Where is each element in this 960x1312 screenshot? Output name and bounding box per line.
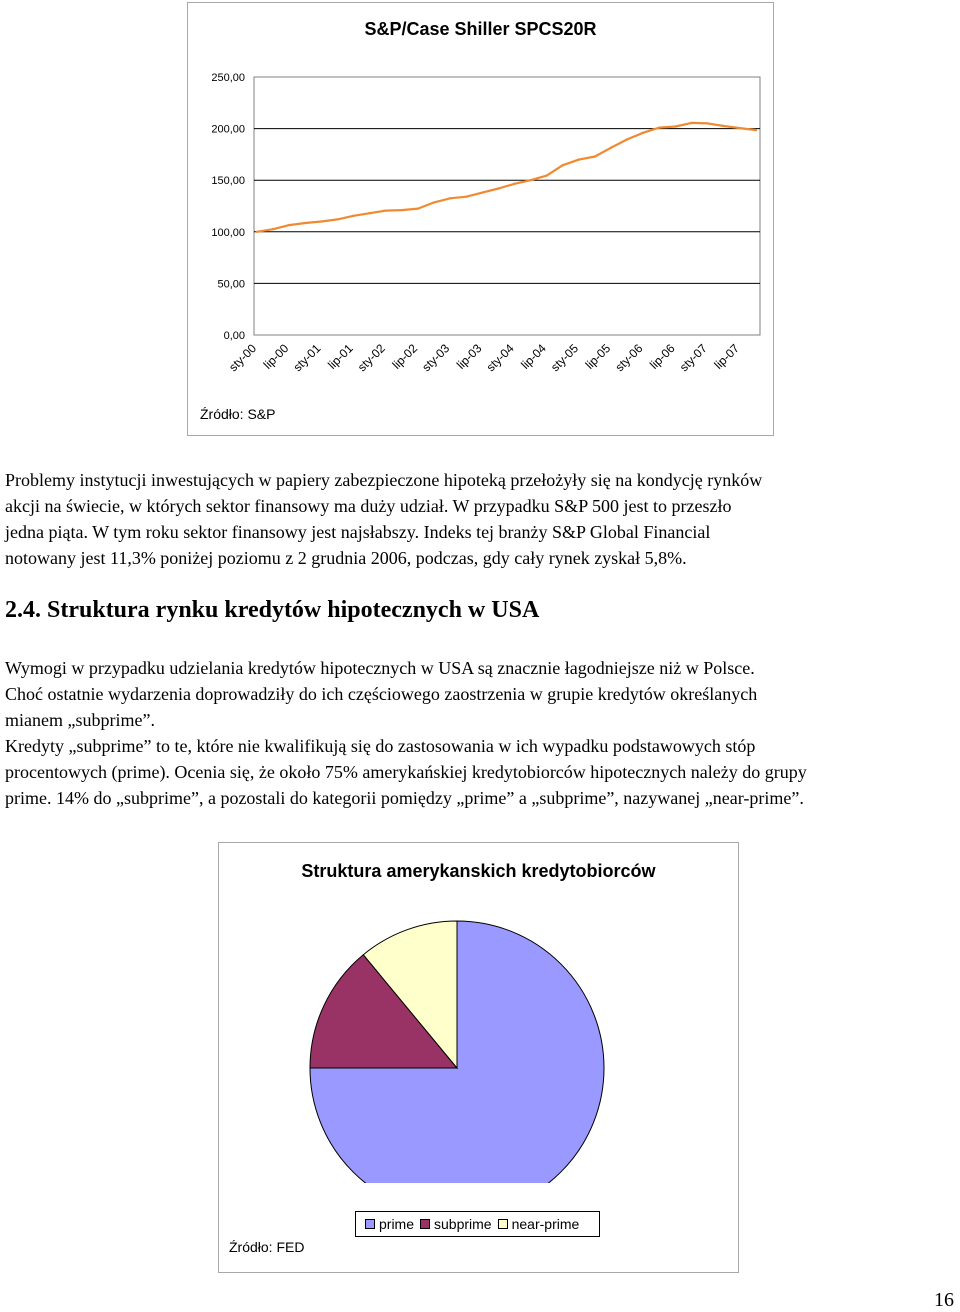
data-point <box>739 127 741 129</box>
x-tick-label: lip-03 <box>453 341 485 372</box>
x-tick-label: lip-01 <box>325 341 356 372</box>
data-point <box>401 209 403 211</box>
y-tick-label: 150,00 <box>211 175 245 188</box>
data-point <box>385 209 387 211</box>
data-point <box>336 218 338 220</box>
data-point <box>513 183 515 185</box>
data-point <box>449 197 451 199</box>
paragraph-line: Kredyty „subprime” to te, które nie kwalifikują się do zastosowania w ich wypadku podstawowych stóp <box>5 736 756 756</box>
paragraph-line: procentowych (prime). Ocenia się, że około 75% amerykańskiej kredytobiorców hipotecznych należy do grupy <box>5 762 807 782</box>
page-number: 16 <box>934 1289 954 1311</box>
x-tick-label: sty-04 <box>483 341 517 375</box>
data-point <box>658 126 660 128</box>
data-point <box>256 231 258 233</box>
data-point <box>417 207 419 209</box>
x-tick-label: lip-02 <box>389 341 421 372</box>
paragraph-requirements <box>5 655 957 733</box>
data-point <box>304 222 306 224</box>
x-tick-label: lip-00 <box>260 341 292 372</box>
legend-label: prime <box>379 1216 415 1232</box>
data-point <box>610 147 612 149</box>
data-point <box>369 212 371 214</box>
data-point <box>497 187 499 189</box>
x-tick-label: lip-04 <box>518 341 549 372</box>
legend-item <box>420 1216 492 1232</box>
x-tick-label: lip-07 <box>711 341 743 372</box>
borrower-structure-chart <box>218 842 739 1273</box>
x-tick-label: sty-03 <box>419 341 453 375</box>
paragraph-line: akcji na świecie, w których sektor finansowy ma duży udział. W przypadku S&P 500 jest to przeszło <box>5 496 732 516</box>
chart-source: Źródło: FED <box>229 1239 305 1255</box>
data-point <box>272 228 274 230</box>
paragraph-market-conditions <box>5 467 957 571</box>
x-tick-label: sty-07 <box>676 341 710 375</box>
paragraph-line: mianem „subprime”. <box>5 710 155 730</box>
legend-label: near-prime <box>511 1216 580 1232</box>
legend-swatch <box>498 1219 508 1229</box>
paragraph-line: Problemy instytucji inwestujących w papiery zabezpieczone hipoteką przełożyły się na kondycję rynków <box>5 470 763 490</box>
paragraph-line: Wymogi w przypadku udzielania kredytów hipotecznych w USA są znacznie łagodniejsze niż w Polsce. <box>5 658 755 678</box>
data-point <box>642 132 644 134</box>
paragraph-line: notowany jest 11,3% poniżej poziomu z 2 grudnia 2006, podczas, gdy cały rynek zyskał 5,8%. <box>5 548 687 568</box>
series-line <box>257 123 756 232</box>
y-tick-label: 100,00 <box>211 226 245 239</box>
legend-swatch <box>420 1219 430 1229</box>
paragraph-subprime-definition <box>5 733 957 811</box>
chart-title: Struktura amerykanskich kredytobiorców <box>301 861 656 881</box>
y-tick-label: 200,00 <box>211 123 245 136</box>
pie-chart-plot <box>219 843 738 1183</box>
line-chart-plot <box>188 3 773 403</box>
data-point <box>626 138 628 140</box>
legend-label: subprime <box>434 1216 492 1232</box>
y-tick-label: 0,00 <box>223 330 245 342</box>
data-point <box>465 196 467 198</box>
data-point <box>562 164 564 166</box>
x-tick-label: lip-06 <box>646 341 678 372</box>
x-tick-label: lip-05 <box>582 341 614 372</box>
house-price-chart <box>187 2 774 436</box>
legend-item <box>498 1216 580 1232</box>
data-point <box>578 158 580 160</box>
legend-swatch <box>365 1219 375 1229</box>
data-point <box>529 179 531 181</box>
chart-title: S&P/Case Shiller SPCS20R <box>364 19 597 39</box>
data-point <box>481 191 483 193</box>
x-tick-label: sty-06 <box>612 341 646 375</box>
chart-source: Źródło: S&P <box>200 406 276 422</box>
data-point <box>594 155 596 157</box>
data-point <box>707 122 709 124</box>
chart-legend <box>355 1211 600 1237</box>
data-point <box>690 122 692 124</box>
x-tick-label: sty-02 <box>354 341 388 375</box>
y-tick-label: 50,00 <box>217 278 245 291</box>
paragraph-line: jedna piąta. W tym roku sektor finansowy jest najsłabszy. Indeks tej branży S&P Global Financial <box>5 522 711 542</box>
section-heading: 2.4. Struktura rynku kredytów hipotecznych w USA <box>5 597 540 623</box>
data-point <box>546 174 548 176</box>
data-point <box>288 224 290 226</box>
data-point <box>723 125 725 127</box>
paragraph-line: prime. 14% do „subprime”, a pozostali do kategorii pomiędzy „prime” a „subprime”, nazywanej „near-prime”. <box>5 788 804 808</box>
y-tick-label: 250,00 <box>211 72 245 84</box>
plot-area <box>254 77 760 335</box>
x-tick-label: sty-00 <box>226 341 260 375</box>
data-point <box>433 201 435 203</box>
paragraph-line: Choć ostatnie wydarzenia doprowadziły do ich częściowego zaostrzenia w grupie kredytów określanych <box>5 684 758 704</box>
data-point <box>755 129 757 131</box>
data-point <box>674 125 676 127</box>
data-point <box>352 215 354 217</box>
legend-item <box>365 1216 414 1232</box>
x-tick-label: sty-01 <box>290 341 324 375</box>
x-tick-label: sty-05 <box>548 341 582 375</box>
data-point <box>320 220 322 222</box>
